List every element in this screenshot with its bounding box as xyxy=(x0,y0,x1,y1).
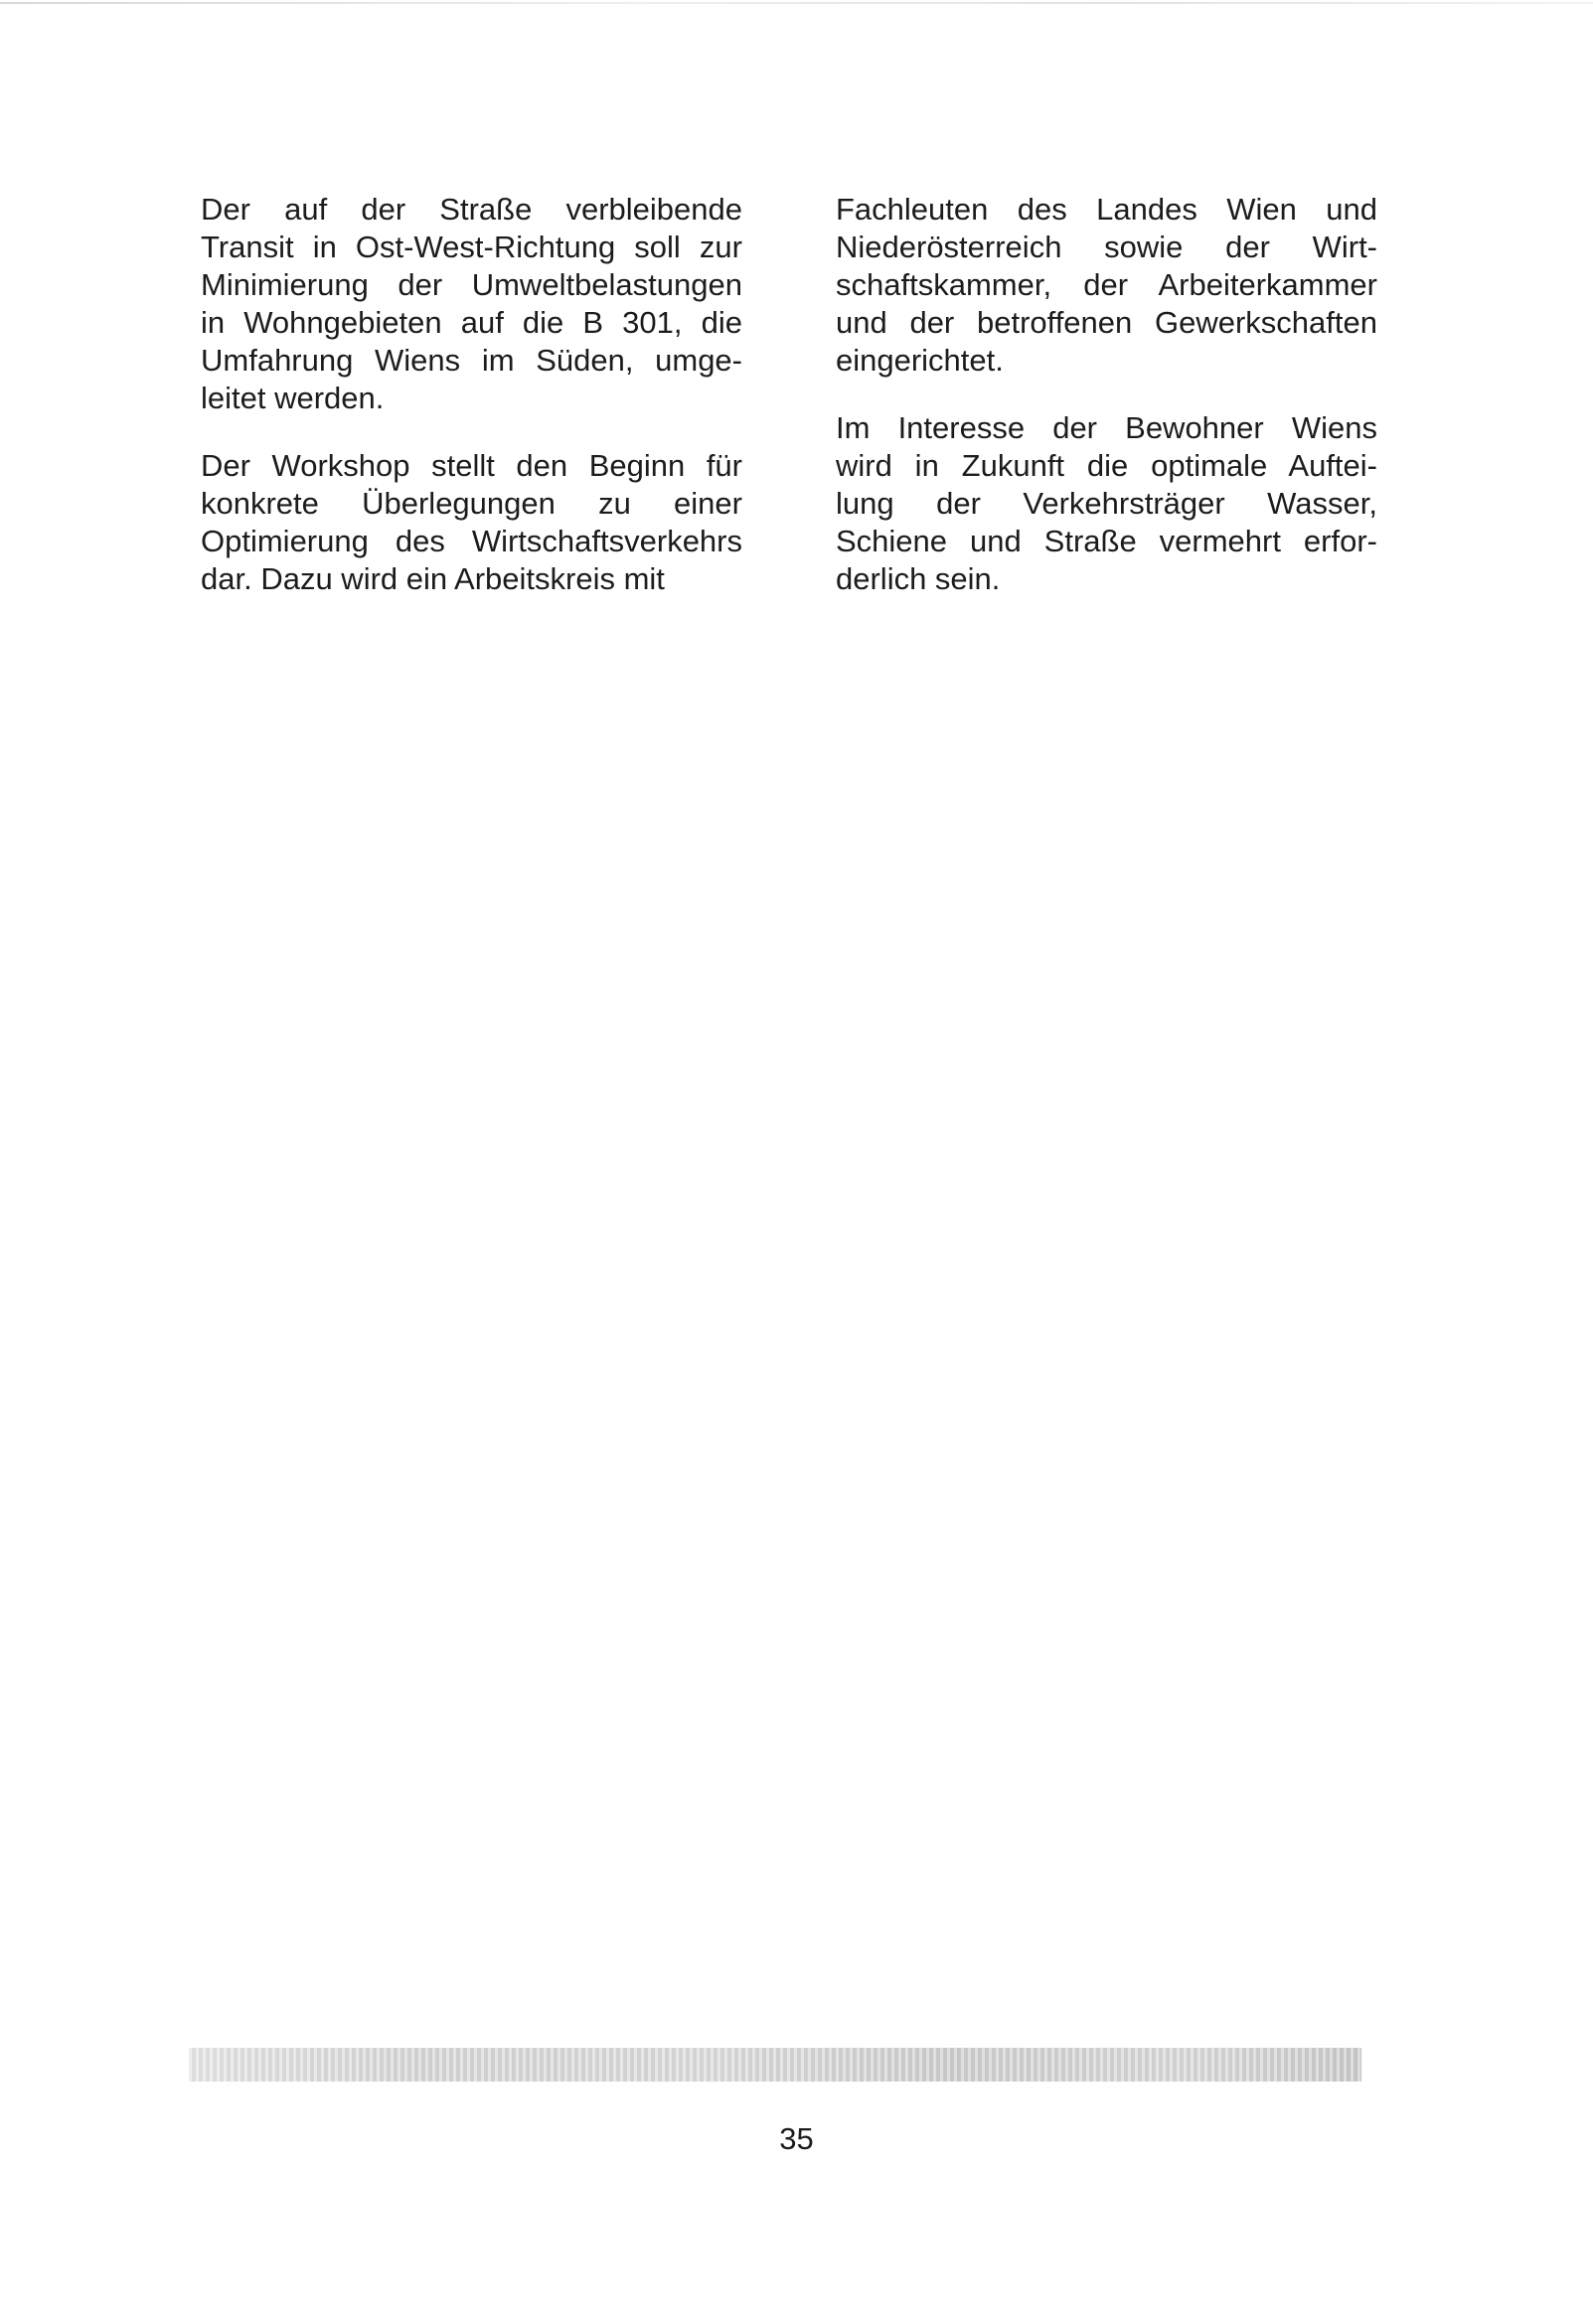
text-line: dar. Dazu wird ein Arbeitskreis mit xyxy=(201,561,665,596)
text-line: Schiene und Straße vermehrt erfor- xyxy=(836,524,1377,558)
right-text-column xyxy=(836,191,1377,628)
text-line: Der auf der Straße verbleibende xyxy=(201,192,742,227)
text-line: Transit in Ost-West-Richtung soll zur xyxy=(201,230,742,264)
text-line: Minimierung der Umweltbelastungen xyxy=(201,267,742,302)
paragraph-workshop xyxy=(201,447,742,598)
paragraph-experts xyxy=(836,191,1377,380)
text-line: wird in Zukunft die optimale Auftei- xyxy=(836,448,1377,483)
footer-gray-band xyxy=(189,2048,1361,2082)
left-text-column xyxy=(201,191,742,628)
paragraph-residents xyxy=(836,409,1377,598)
text-line: derlich sein. xyxy=(836,561,1001,596)
text-line: lung der Verkehrsträger Wasser, xyxy=(836,486,1377,521)
text-line: und der betroffenen Gewerkschaften xyxy=(836,305,1377,340)
scan-top-edge xyxy=(0,2,1593,4)
text-line: Im Interesse der Bewohner Wiens xyxy=(836,410,1377,445)
text-line: Fachleuten des Landes Wien und xyxy=(836,192,1377,227)
paragraph-transit xyxy=(201,191,742,417)
text-line: Der Workshop stellt den Beginn für xyxy=(201,448,742,483)
text-line: eingerichtet. xyxy=(836,343,1004,378)
text-line: in Wohngebieten auf die B 301, die xyxy=(201,305,742,340)
text-line: leitet werden. xyxy=(201,381,385,415)
text-line: Umfahrung Wiens im Süden, umge- xyxy=(201,343,742,378)
text-line: schaftskammer, der Arbeiterkammer xyxy=(836,267,1377,302)
text-line: konkrete Überlegungen zu einer xyxy=(201,486,742,521)
text-line: Niederösterreich sowie der Wirt- xyxy=(836,230,1377,264)
text-line: Optimierung des Wirtschaftsverkehrs xyxy=(201,524,742,558)
page-number: 35 xyxy=(779,2121,814,2156)
